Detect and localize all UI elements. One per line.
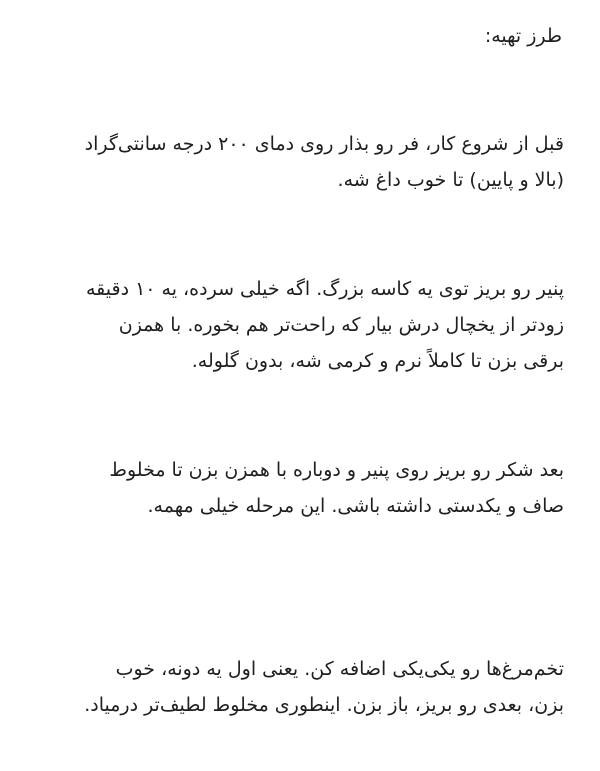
paragraph-line: صاف و یکدستی داشته باشی. این مرحله خیلی مهمه.	[147, 495, 564, 517]
paragraph-line: (بالا و پایین) تا خوب داغ شه.	[337, 169, 564, 191]
paragraph-line: بعد شکر رو بریز روی پنیر و دوباره با همزن بزن تا مخلوط	[109, 459, 564, 481]
paragraph-line: زودتر از یخچال درش بیار که راحت‌تر هم بخوره. با همزن	[118, 314, 564, 336]
instruction-paragraph-cream-cheese	[24, 271, 564, 379]
instruction-paragraph-eggs	[24, 651, 564, 723]
instruction-paragraph-sugar	[24, 452, 564, 524]
paragraph-line: پنیر رو بریز توی یه کاسه بزرگ. اگه خیلی سرده، یه ۱۰ دقیقه	[85, 278, 564, 300]
section-heading: طرز تهیه:	[484, 25, 562, 47]
paragraph-line: قبل از شروع کار، فر رو بذار روی دمای ۲۰۰ درجه سانتی‌گراد	[84, 133, 564, 155]
instruction-paragraph-preheat	[24, 126, 564, 198]
paragraph-line: بزن، بعدی رو بریز، باز بزن. اینطوری مخلوط لطیف‌تر درمیاد.	[84, 694, 564, 716]
paragraph-line: تخم‌مرغ‌ها رو یکی‌یکی اضافه کن. یعنی اول یه دونه، خوب	[115, 658, 564, 680]
paragraph-line: برقی بزن تا کاملاً نرم و کرمی شه، بدون گلوله.	[191, 350, 564, 372]
